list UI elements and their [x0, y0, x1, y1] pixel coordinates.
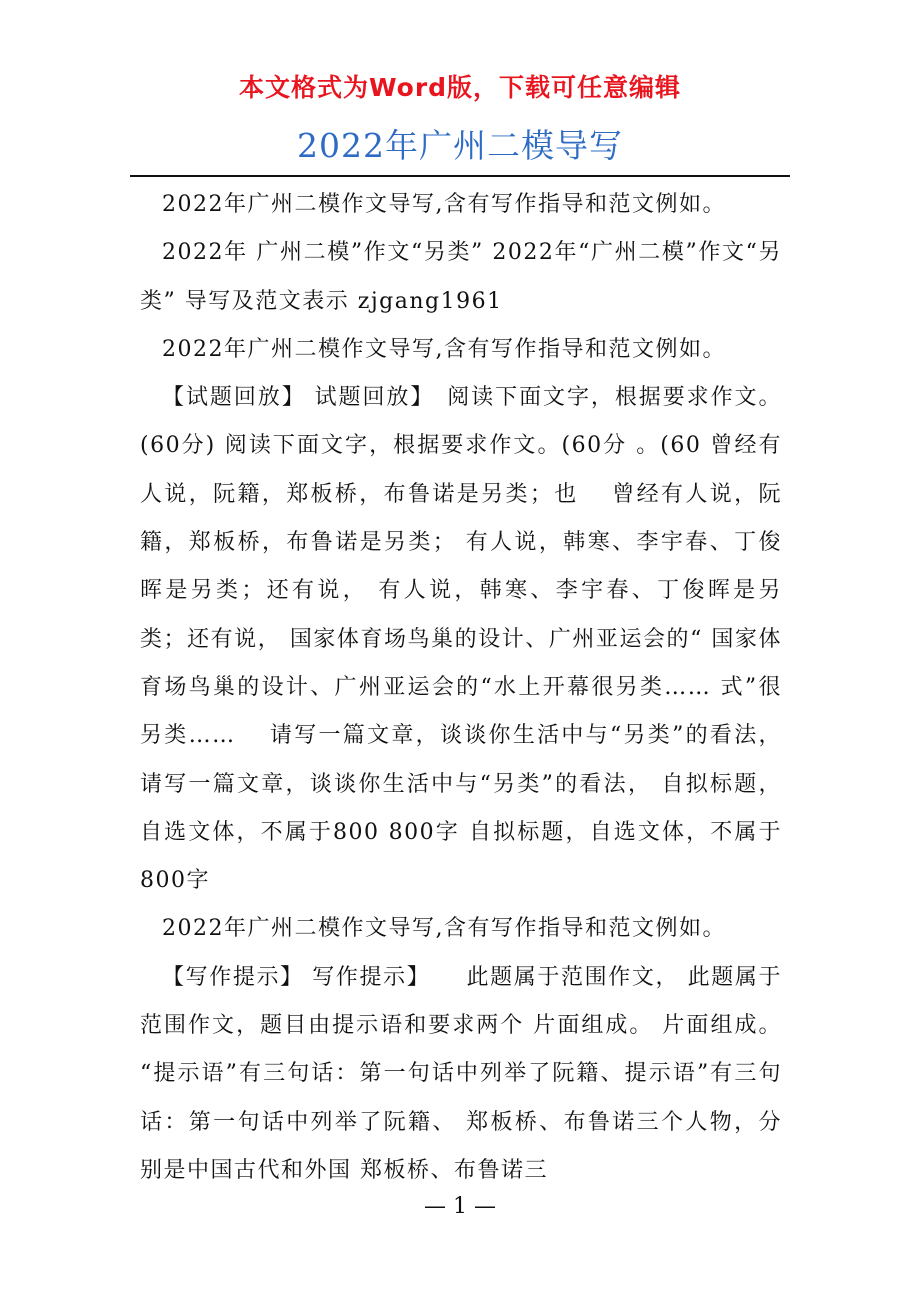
document-body: [140, 181, 782, 1195]
paragraph-intro-repeat: 2022年广州二模作文导写,含有写作指导和范文例如。: [162, 336, 726, 362]
paragraph-source: 2022年 广州二模”作文“另类” 2022年“广州二模”作文“另类” 导写及范文表示 zjgang1961: [140, 240, 782, 314]
paragraph-intro-repeat-2: 2022年广州二模作文导写,含有写作指导和范文例如。: [162, 916, 726, 942]
title-divider: [130, 175, 790, 177]
document-title: 2022年广州二模导写: [297, 126, 623, 165]
paragraph-question-review: 【试题回放】 试题回放】 阅读下面文字，根据要求作文。(60分) 阅读下面文字，根据要求作文。(60分 。(60 曾经有人说，阮籍，郑板桥，布鲁诺是另类；也 曾经有人说，阮籍，郑板桥，布鲁诺是另类； 有人说，韩寒、李宇春、丁俊晖是另类；还有说， 有人说，韩寒、李宇春、丁俊晖是另类；还有说， 国家体育场鸟巢的设计、广州亚运会的“ 国家体育场鸟巢的设计、广州亚运会的“水上开幕很另类…… 式”很另类…… 请写一篇文章，谈谈你生活中与“另类”的看法， 请写一篇文章，谈谈你生活中与“另类”的看法， 自拟标题，自选文体，不属于800 800字 自拟标题，自选文体，不属于800字: [140, 385, 782, 894]
paragraph-intro: 2022年广州二模作文导写,含有写作指导和范文例如。: [162, 192, 726, 217]
page-number: — 1 —: [424, 1194, 496, 1219]
paragraph-writing-tips: 【写作提示】 写作提示】 此题属于范围作文， 此题属于范围作文，题目由提示语和要求两个 片面组成。 片面组成。 “提示语”有三句话：第一句话中列举了阮籍、提示语”有三句话：第一句话中列举了阮籍、 郑板桥、布鲁诺三个人物，分别是中国古代和外国 郑板桥、布鲁诺三: [140, 964, 782, 1183]
format-notice-banner: 本文格式为Word版，下载可任意编辑: [238, 73, 682, 102]
